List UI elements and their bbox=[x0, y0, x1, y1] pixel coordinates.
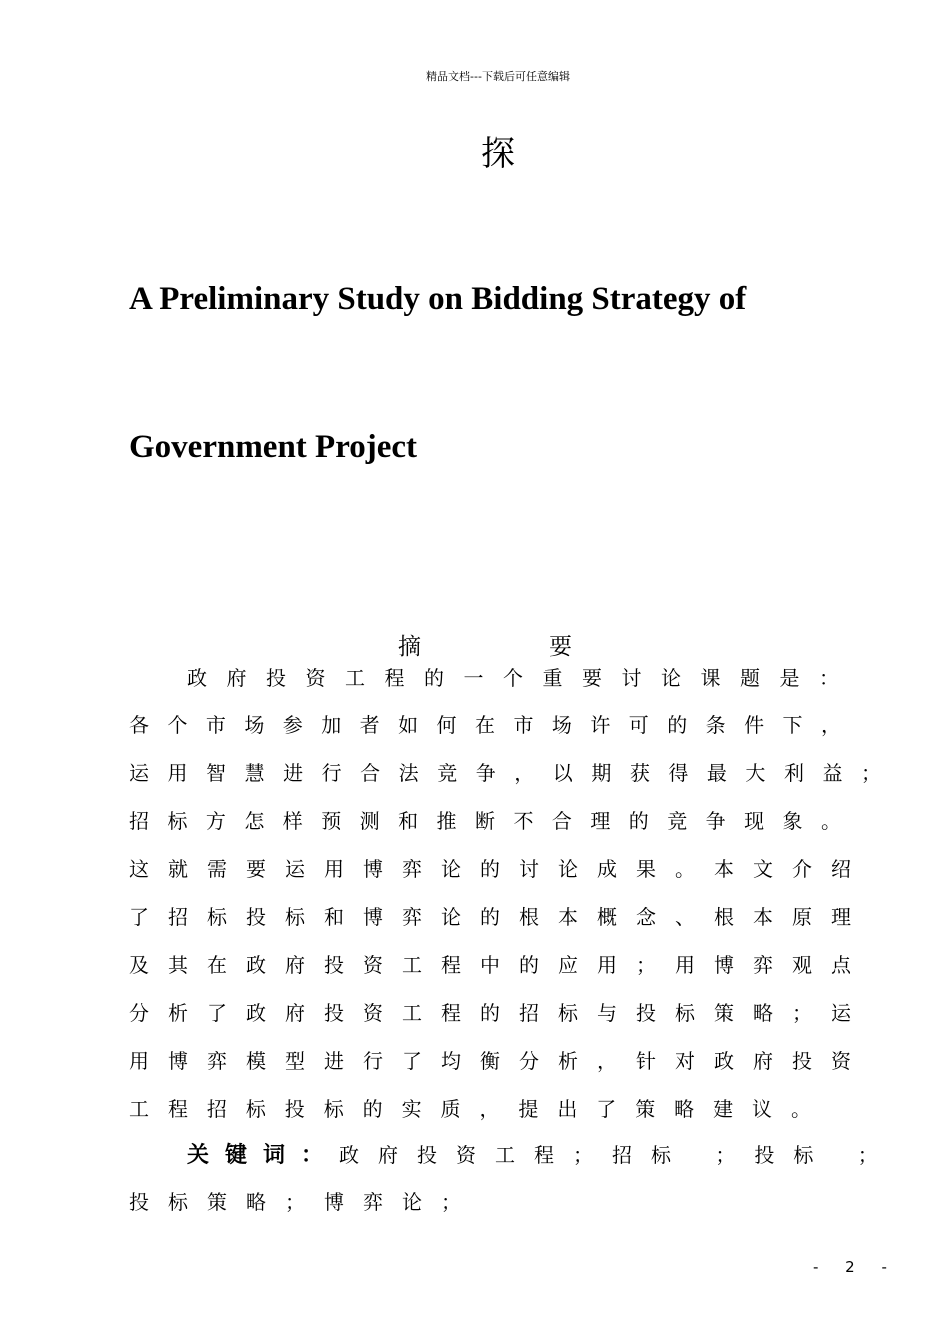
keywords-values-1: 政府投资工程；招标 ；投标 ； bbox=[339, 1143, 897, 1167]
abstract-heading bbox=[398, 628, 572, 661]
abstract-line-8: 分析了政府投资工程的招标与投标策略；运 bbox=[129, 1001, 851, 1025]
page-header: 精品文档---下载后可任意编辑 bbox=[426, 70, 570, 83]
keywords-label: 关键词： bbox=[187, 1143, 340, 1168]
abstract-line-3: 运用智慧进行合法竞争，以期获得最大利益； bbox=[129, 761, 881, 785]
abstract-line-1: 政府投资工程的一个重要讨论课题是： bbox=[187, 666, 839, 690]
page-number: - 2 - bbox=[813, 1258, 898, 1276]
keywords-line-1 bbox=[187, 1138, 897, 1168]
abstract-line-7: 及其在政府投资工程中的应用；用博弈观点 bbox=[129, 953, 851, 977]
abstract-line-6: 了招标投标和博弈论的根本概念、根本原理 bbox=[129, 905, 851, 929]
abstract-line-2: 各个市场参加者如何在市场许可的条件下， bbox=[129, 713, 841, 737]
abstract-heading-right: 要 bbox=[549, 634, 572, 660]
title-chinese-char: 探 bbox=[481, 134, 515, 174]
abstract-line-9: 用博弈模型进行了均衡分析，针对政府投资 bbox=[129, 1049, 851, 1073]
abstract-line-10: 工程招标投标的实质，提出了策略建议。 bbox=[129, 1097, 811, 1121]
english-title-line-1: A Preliminary Study on Bidding Strategy of bbox=[129, 281, 747, 317]
english-title-line-2: Government Project bbox=[129, 429, 418, 465]
keywords-line-2: 投标策略；博弈论； bbox=[129, 1190, 480, 1214]
abstract-line-4: 招标方怎样预测和推断不合理的竞争现象。 bbox=[129, 809, 841, 833]
abstract-heading-left: 摘 bbox=[398, 634, 421, 660]
abstract-line-5: 这就需要运用博弈论的讨论成果。本文介绍 bbox=[129, 857, 851, 881]
